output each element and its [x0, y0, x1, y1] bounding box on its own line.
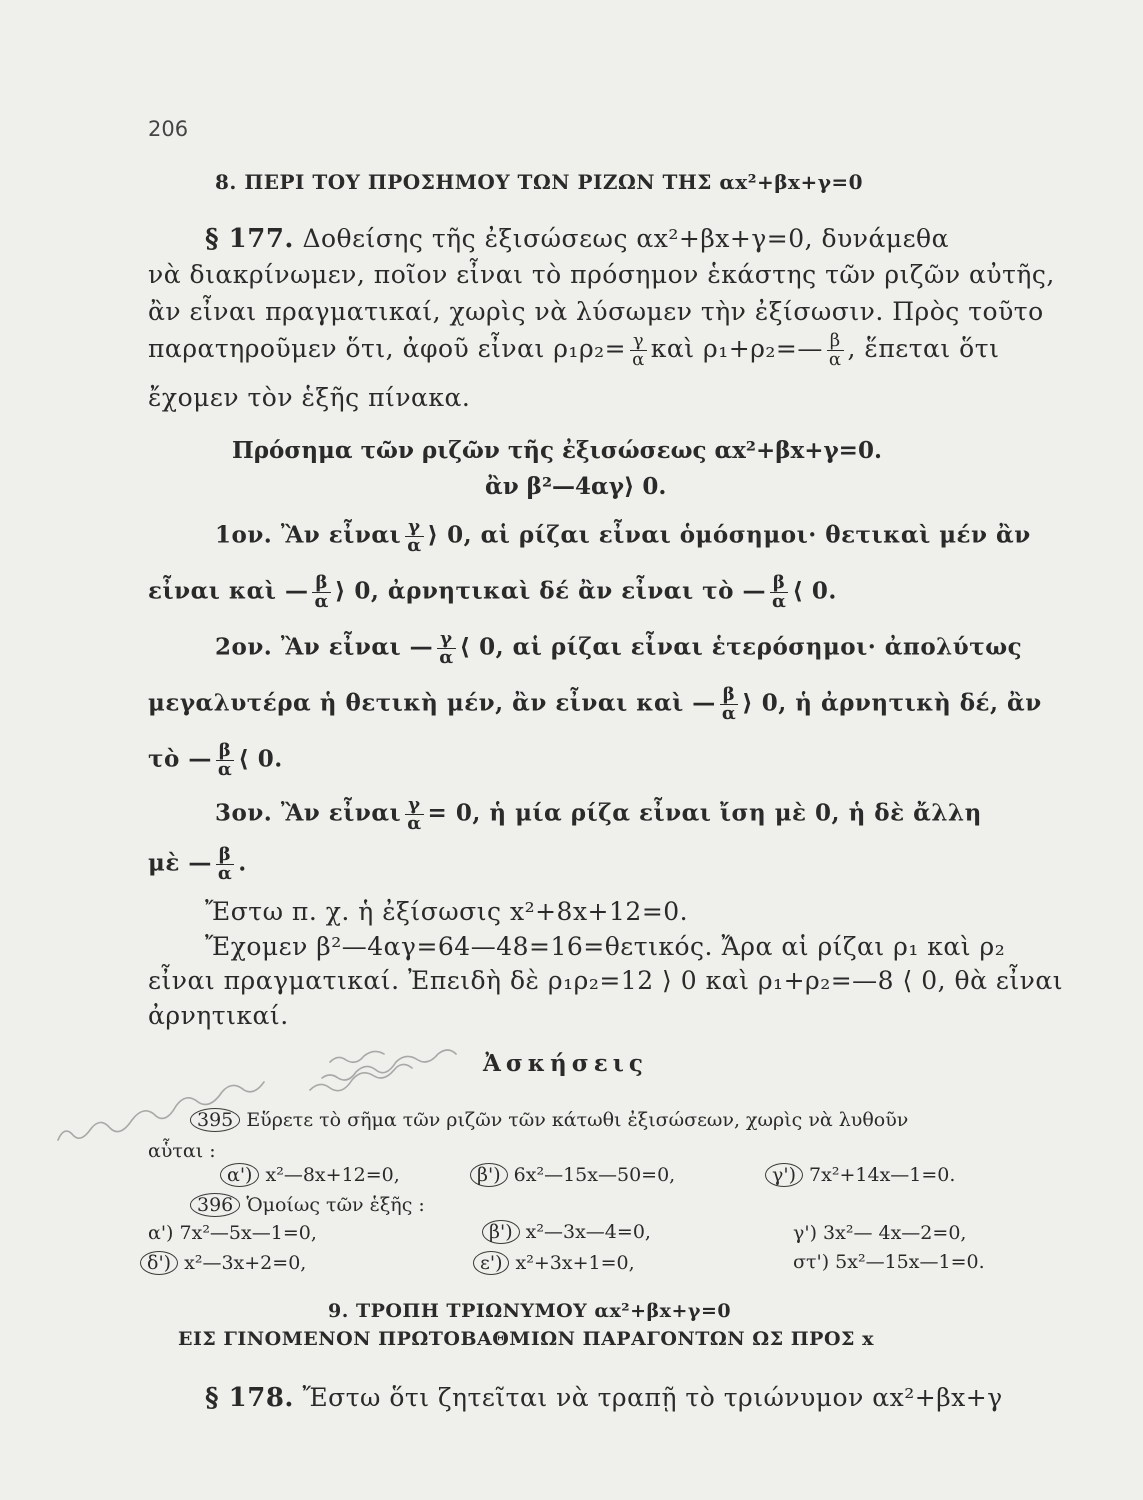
example-line-3: εἶναι πραγματικαί. Ἐπειδὴ δὲ ρ₁ρ₂=12 ⟩ 0 καὶ ρ₁+ρ₂=—8 ⟨ 0, θὰ εἶναι [148, 966, 1064, 995]
case-1-line-1: 1ον. Ἂν εἶναι $\frac{\gamma}{\alpha}$ ⟩ 0, αἱ ρίζαι εἶναι ὁμόσημοι· θετικαὶ μέν ἂν [215, 516, 1031, 556]
paragraph-177-number: § 177. [205, 224, 294, 254]
paragraph-177-line-2: νὰ διακρίνωμεν, ποῖον εἶναι τὸ πρόσημον ἑκάστης τῶν ριζῶν αὐτῆς, [148, 260, 1055, 289]
paragraph-178-text: Ἔστω ὅτι ζητεῖται νὰ τραπῇ τὸ τριώνυμον αx²+βx+γ [302, 1383, 1003, 1412]
paragraph-177-line-4 [148, 332, 999, 369]
exercise-396-item-a: α') 7x²—5x—1=0, [148, 1222, 317, 1244]
case-3-line-1: 3ον. Ἂν εἶναι $\frac{\gamma}{\alpha}$ = 0, ἡ μία ρίζα εἶναι ἴση μὲ 0, ἡ δὲ ἄλλη [215, 794, 982, 834]
exercise-396-item-d: δ') x²—3x+2=0, [140, 1251, 306, 1275]
case-2-line-2: μεγαλυτέρα ἡ θετικὴ μέν, ἂν εἶναι καὶ — $\frac{\beta}{\alpha}$ ⟩ 0, ἡ ἀρνητικὴ δέ, ἂν [148, 684, 1042, 724]
exercise-396-item-f: στ') 5x²—15x—1=0. [793, 1251, 985, 1273]
exercises-title: Ἀσκήσεις [483, 1050, 648, 1077]
signs-title-1: Πρόσημα τῶν ριζῶν τῆς ἐξισώσεως αx²+βx+γ=0. [232, 437, 882, 464]
page-number: 206 [148, 117, 189, 141]
exercise-395-item-c: γ') 7x²+14x—1=0. [765, 1163, 955, 1187]
paragraph-177-line-1 [205, 224, 949, 254]
exercise-395-item-b: β') 6x²—15x—50=0, [470, 1163, 675, 1187]
exercise-396-number: 396 [190, 1193, 240, 1217]
exercise-395-number: 395 [190, 1108, 240, 1132]
paragraph-177-line-5: ἔχομεν τὸν ἑξῆς πίνακα. [148, 383, 471, 412]
exercise-396-item-c: γ') 3x²— 4x—2=0, [793, 1222, 967, 1244]
case-3-line-2: μὲ — $\frac{\beta}{\alpha}$ . [148, 844, 247, 884]
case-2-line-3: τὸ — $\frac{\beta}{\alpha}$ ⟨ 0. [148, 740, 283, 780]
exercise-395-item-a: α') x²—8x+12=0, [220, 1163, 400, 1187]
example-line-1: Ἔστω π. χ. ἡ ἐξίσωσις x²+8x+12=0. [205, 897, 689, 926]
example-line-4: ἀρνητικαί. [148, 1001, 289, 1030]
example-line-2: Ἔχομεν β²—4αγ=64—48=16=θετικός. Ἄρα αἱ ρίζαι ρ₁ καὶ ρ₂ [205, 932, 1006, 961]
paragraph-177-text-4b: καὶ ρ₁+ρ₂=— [650, 334, 823, 363]
signs-title-2: ἂν β²—4αγ⟩ 0. [485, 473, 667, 500]
exercise-396-item-e: ε') x²+3x+1=0, [473, 1251, 635, 1275]
case-2-line-1: 2ον. Ἂν εἶναι — $\frac{\gamma}{\alpha}$ ⟨ 0, αἱ ρίζαι εἶναι ἑτερόσημοι· ἀπολύτως [215, 628, 1023, 668]
exercise-396-item-b: β') x²—3x—4=0, [482, 1220, 651, 1244]
section-8-title: 8. ΠΕΡΙ ΤΟΥ ΠΡΟΣΗΜΟΥ ΤΩΝ ΡΙΖΩΝ ΤΗΣ αx²+βx+γ=0 [215, 170, 864, 194]
paragraph-177-line-3: ἂν εἶναι πραγματικαί, χωρὶς νὰ λύσωμεν τὴν ἐξίσωσιν. Πρὸς τοῦτο [148, 297, 1044, 326]
exercise-395-line-1: 395 Εὕρετε τὸ σῆμα τῶν ριζῶν τῶν κάτωθι ἐξισώσεων, χωρὶς νὰ λυθοῦν [190, 1108, 908, 1132]
section-9-title-1: 9. ΤΡΟΠΗ ΤΡΙΩΝΥΜΟΥ αx²+βx+γ=0 [328, 1300, 732, 1322]
case-1-line-2: εἶναι καὶ — $\frac{\beta}{\alpha}$ ⟩ 0, ἀρνητικαὶ δέ ἂν εἶναι τὸ — $\frac{\beta}{\alpha}$ ⟨ 0. [148, 572, 837, 612]
exercise-395-line-2: αὗται : [148, 1140, 216, 1162]
fraction-beta-over-alpha: $\frac{\beta}{\alpha}$ [828, 330, 842, 370]
paragraph-177-text-4a: παρατηροῦμεν ὅτι, ἀφοῦ εἶναι ρ₁ρ₂= [148, 334, 627, 363]
paragraph-178-number: § 178. [205, 1383, 294, 1413]
exercise-396-line: 396 Ὁμοίως τῶν ἑξῆς : [190, 1193, 425, 1217]
paragraph-178 [205, 1383, 1003, 1413]
paragraph-177-text-4c: , ἕπεται ὅτι [847, 334, 1000, 363]
paragraph-177-text-1: Δοθείσης τῆς ἐξισώσεως αx²+βx+γ=0, δυνάμεθα [302, 224, 949, 253]
section-9-title-2: ΕΙΣ ΓΙΝΟΜΕΝΟΝ ΠΡΩΤΟΒΑΘΜΙΩΝ ΠΑΡΑΓΟΝΤΩΝ ΩΣ ΠΡΟΣ x [178, 1328, 874, 1350]
fraction-gamma-over-alpha: $\frac{\gamma}{\alpha}$ [632, 330, 645, 370]
